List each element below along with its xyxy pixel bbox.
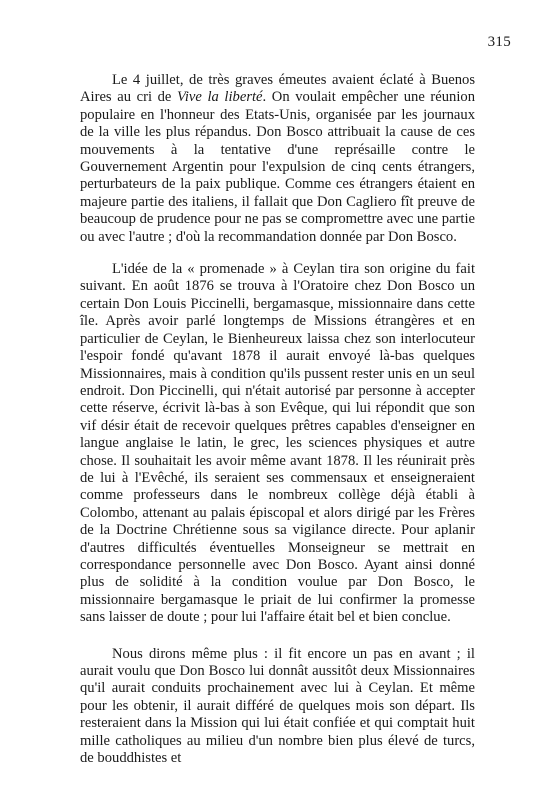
text-run: . On voulait empêcher une réunion populaire en l'honneur des Etats-Unis, organisée par les journaux de la ville les plus répandus. Don Bosco attribuait la cause de ces mouvements à la tentative d'une représaille contre le Gouvernement Argentin pour l'expulsion de cinq cents étrangers, perturbateurs de la paix publique. Comme ces étrangers étaient en majeure partie des italiens, il fallait que Don Cagliero fît preuve de beaucoup de prudence pour ne pas se compromettre avec une partie ou avec l'autre ; d'où la recommandation donnée par Don Bosco. — [80, 89, 475, 245]
paragraph — [80, 72, 475, 246]
page-number: 315 — [487, 34, 511, 50]
paragraph — [80, 646, 475, 768]
text-run: L'idée de la « promenade » à Ceylan tira son origine du fait suivant. En août 1876 se trouva à l'Oratoire chez Don Bosco un certain Don Louis Piccinelli, bergamasque, missionnaire dans cette île. Après avoir parlé longtemps de Missions étrangères et en particulier de Ceylan, le Bienheureux laissa chez son interlocuteur l'espoir fondé qu'avant 1878 il aurait envoyé là-bas quelques Missionnaires, mais à condition qu'ils pussent rester unis en un seul endroit. Don Piccinelli, qui n'était autorisé par personne à accepter cette réserve, écrivit là-bas à son Evêque, qui lui répondit que son vif désir était de recevoir quelques prêtres capables d'enseigner en langue anglaise le latin, le grec, les sciences physiques et autre chose. Il souhaitait les avoir même avant 1878. Il les réunirait près de lui à l'Evêché, ils seraient ses commensaux et enseigneraient comme professeurs dans le nombreux collège déjà établi à Colombo, attenant au palais épiscopal et alors dirigé par les Frères de la Doctrine Chrétienne sous sa vigilance directe. Pour aplanir d'autres difficultés éventuelles Monseigneur se mettrait en correspondance personnelle avec Don Bosco. Ayant ainsi donné plus de solidité à la condition voulue par Don Bosco, le missionnaire bergamasque le priait de lui confirmer la promesse sans laisser de doute ; pour lui l'affaire était bel et bien conclue. — [80, 261, 475, 626]
italic-text-run: Vive la liberté — [177, 89, 263, 106]
paragraph — [80, 261, 475, 627]
body-text — [80, 72, 475, 767]
text-run: Nous dirons même plus : il fit encore un pas en avant ; il aurait voulu que Don Bosco lui donnât aussitôt deux Missionnaires qu'il aurait conduits prochainement avec lui à Ceylan. Et même pour les obtenir, il aurait différé de quelques mois son départ. Ils resteraient dans la Mission qui lui était confiée et qui comptait huit mille catholiques au milieu d'un nombre bien plus élevé de turcs, de bouddhistes et — [80, 645, 475, 767]
text-run: Le 4 juillet, de très graves émeutes avaient éclaté à Buenos Aires au cri de — [80, 72, 475, 106]
